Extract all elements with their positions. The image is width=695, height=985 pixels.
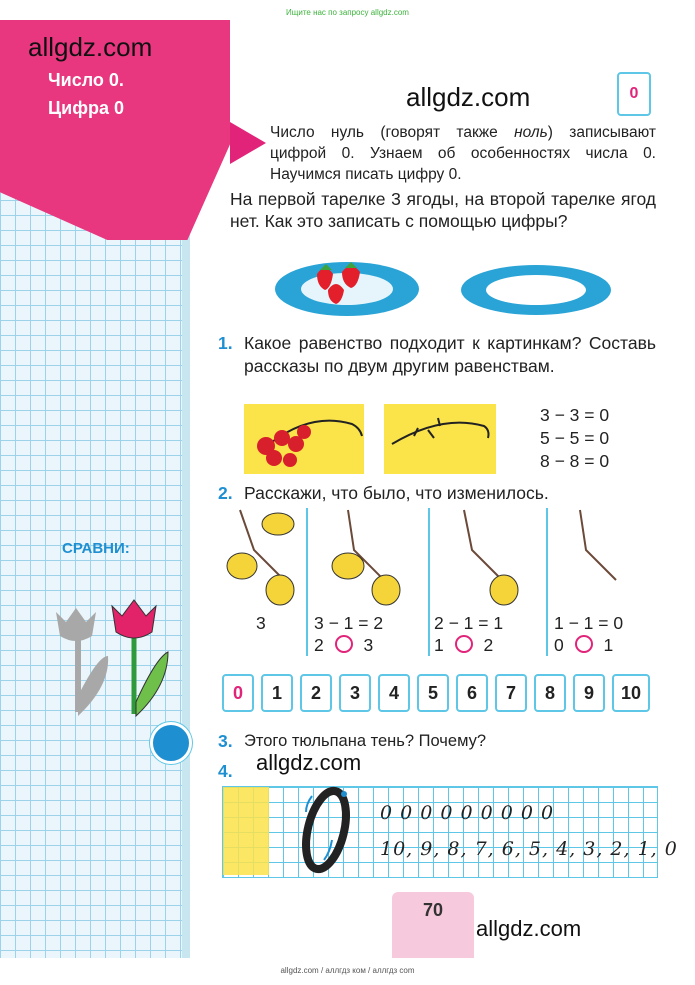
intro-text: Число нуль (говорят также ноль) записывают цифрой 0. Узнаем об особенностях числа 0. Научимся писать цифру 0. (270, 124, 656, 183)
task-2 (218, 482, 658, 505)
yellow-cell (223, 787, 269, 875)
number-card-9: 9 (573, 674, 605, 712)
divider (428, 508, 430, 656)
watermark: allgdz.com (406, 82, 531, 112)
compare-row[interactable]: 2 3 (314, 635, 374, 655)
branch-label: 2 − 1 = 1 (434, 613, 504, 633)
task-1-text: Какое равенство подходит к картинкам? Составь рассказы по двум другим равенствам. (244, 333, 656, 376)
plate-with-berries-icon (272, 256, 422, 318)
tulips-icon (44, 596, 170, 720)
compare-row[interactable]: 1 2 (434, 635, 494, 655)
number-card-5: 5 (417, 674, 449, 712)
number-card-10: 10 (612, 674, 650, 712)
compare-circle-icon[interactable] (335, 635, 353, 653)
top-banner: Ищите нас по запросу allgdz.com (286, 8, 409, 17)
handwriting-row-2: 10, 9, 8, 7, 6, 5, 4, 3, 2, 1, 0 (380, 838, 678, 860)
equation: 5 − 5 = 0 (540, 428, 610, 448)
bare-branch-icon (384, 404, 496, 474)
zero-tracing-icon (294, 784, 360, 878)
number-card-2: 2 (300, 674, 332, 712)
branch-two-leaves-icon (320, 508, 410, 612)
task-number: 1. (218, 333, 233, 353)
task-2-text: Расскажи, что было, что изменилось. (244, 483, 549, 503)
compare-circle-icon[interactable] (455, 635, 473, 653)
number-card-6: 6 (456, 674, 488, 712)
sidebar-label: СРАВНИ: (62, 540, 130, 557)
equation: 8 − 8 = 0 (540, 451, 610, 471)
page-badge: 0 (617, 72, 651, 116)
number-card-3: 3 (339, 674, 371, 712)
lesson-title (48, 66, 124, 122)
watermark: allgdz.com (28, 32, 153, 62)
task-number: 3. (218, 731, 233, 751)
task-4-number: 4. (218, 761, 233, 781)
bottom-banner: allgdz.com / аллгдз ком / аллгдз com (280, 966, 415, 975)
writing-grid[interactable] (222, 786, 658, 878)
branch-label: 1 − 1 = 0 (554, 613, 624, 633)
compare-row[interactable]: 0 1 (554, 635, 614, 655)
branch-bare-icon (560, 508, 640, 588)
task-3-text: Этого тюльпана тень? Почему? (244, 732, 487, 750)
empty-plate-icon (458, 262, 614, 318)
number-card-7: 7 (495, 674, 527, 712)
branch-three-leaves-icon (218, 508, 302, 612)
equation: 3 − 3 = 0 (540, 405, 610, 425)
pointer-triangle-icon (230, 122, 266, 164)
branch-one-leaf-icon (440, 508, 530, 612)
divider (546, 508, 548, 656)
number-card-4: 4 (378, 674, 410, 712)
number-card-1: 1 (261, 674, 293, 712)
compare-circle-icon[interactable] (575, 635, 593, 653)
page-number: 70 (422, 900, 444, 920)
grid-icon[interactable] (150, 722, 192, 764)
equation-list (540, 404, 609, 473)
title-line-2: Цифра 0 (48, 98, 124, 118)
question-text: На первой тарелке 3 ягоды, на второй тарелке ягод нет. Как это записать с помощью цифры? (230, 189, 656, 231)
task-1 (218, 332, 658, 376)
berry-branch-icon (244, 404, 364, 474)
task-number: 2. (218, 483, 233, 503)
divider (306, 508, 308, 656)
watermark: allgdz.com (476, 916, 582, 941)
bare-branch-picture (384, 404, 496, 474)
branch-label: 3 (256, 613, 266, 633)
berries-picture (244, 404, 364, 474)
number-card-0: 0 (222, 674, 254, 712)
title-line-1: Число 0. (48, 70, 124, 90)
branch-label: 3 − 1 = 2 (314, 613, 384, 633)
handwriting-row-1: 0 0 0 0 0 0 0 0 0 (380, 802, 555, 824)
number-card-8: 8 (534, 674, 566, 712)
watermark: allgdz.com (256, 750, 362, 775)
